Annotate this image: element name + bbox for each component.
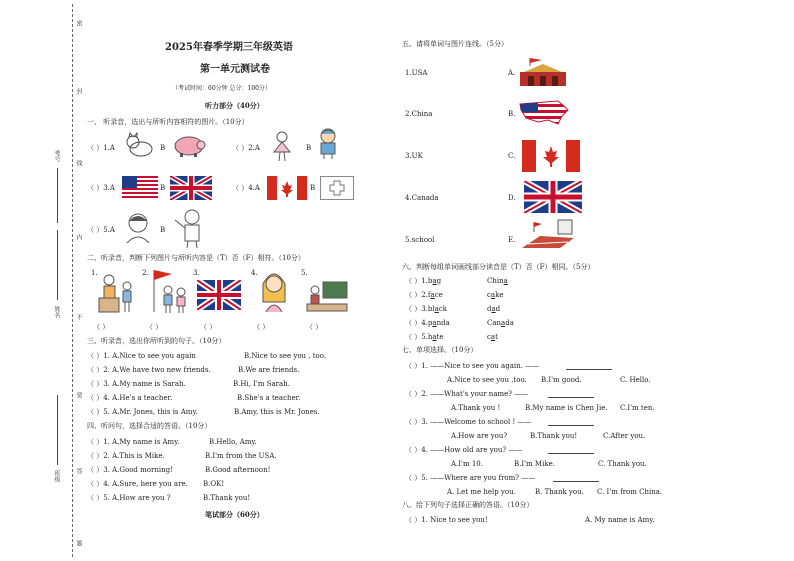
s5-letter-b: B. — [508, 110, 516, 118]
s6-q2-pre: （ ）2.f — [405, 291, 431, 299]
s5-letter-c: C. — [508, 152, 516, 160]
margin-line-banji — [57, 395, 58, 465]
s6-q3-mark2: a — [491, 305, 496, 313]
s6-q2-post: ce — [434, 291, 443, 299]
s6-q3-w2 — [487, 305, 500, 314]
s3-q1-b: B.Nice to see you , too. — [244, 352, 327, 360]
s7-q2-c: C.I'm ten. — [620, 404, 655, 412]
s5-title: 五、请将单词与图片连线。（5分） — [402, 40, 508, 48]
canada-flag-large-icon — [522, 140, 580, 172]
uk-flag-icon — [170, 176, 212, 200]
s2-blank-3[interactable]: （ ） — [200, 323, 217, 331]
s3-q3-b: B.Hi, I'm Sarah. — [233, 380, 290, 388]
girl-dancer-icon — [270, 130, 294, 162]
s5-word-2: 2.China — [405, 110, 433, 118]
kids-with-flag-icon — [146, 268, 190, 314]
tiananmen-icon — [518, 56, 568, 88]
margin-cut-line — [72, 4, 73, 557]
s6-q3-mark: a — [434, 305, 439, 313]
s6-q4-w1 — [405, 319, 450, 328]
s8-title: 八、给下列句子选择正确的答语。（10分） — [402, 501, 534, 509]
s6-q5-w1 — [405, 333, 444, 342]
pig-icon — [172, 132, 206, 158]
s7-q5-answer-line[interactable] — [553, 481, 599, 482]
s3-q3-a: （ ）3. A.My name is Sarah. — [87, 380, 186, 388]
margin-cut-1: 密 — [75, 20, 82, 26]
s6-q2-pre2: c — [487, 291, 491, 299]
margin-label-banji: 班级 — [53, 470, 60, 482]
page-subtitle: 第一单元测试卷 — [200, 64, 270, 75]
s7-q2-answer-line[interactable] — [548, 397, 594, 398]
cat-icon — [124, 132, 154, 158]
s6-q5-pre2: c — [487, 333, 491, 341]
s5-letter-d: D. — [508, 194, 516, 202]
margin-cut-7: 答 — [75, 468, 82, 474]
s6-q5-post2: t — [495, 333, 498, 341]
margin-label-kaohao: 考号 — [53, 150, 60, 162]
s4-q1-b: B.Hello, Amy. — [209, 438, 257, 446]
s6-q1-pre: （ ）1.b — [405, 277, 433, 285]
s4-q1-a: （ ）1. A.My name is Amy. — [87, 438, 180, 446]
s6-q1-mark: a — [432, 277, 437, 285]
s6-q5-w2 — [487, 333, 498, 342]
s1-q1-b: B — [160, 144, 166, 152]
s6-q1-w2 — [487, 277, 508, 286]
margin-line-kaohao — [57, 168, 58, 223]
margin-cut-6: 要 — [75, 392, 82, 398]
margin-line-xingming — [57, 230, 58, 300]
s3-title: 三、听录音，选出你所听到的句子。（10分） — [87, 337, 226, 345]
uk-flag-choice-icon — [524, 181, 582, 213]
s3-q5-b: B.Amy, this is Mr. Jones. — [234, 408, 320, 416]
s1-q1: （ ）1.A — [87, 144, 115, 152]
s2-blank-4[interactable]: （ ） — [253, 323, 270, 331]
s7-q3: （ ）3. ——Welcome to school ! —— — [405, 418, 532, 426]
s7-q5-c: C. I'm from China. — [597, 488, 663, 496]
s4-q2-b: B.I'm from the USA. — [205, 452, 277, 460]
s3-q5-a: （ ）5. A.Mr. Jones, this is Amy. — [87, 408, 198, 416]
s6-q2-post2: ke — [495, 291, 504, 299]
s7-q1-c: C. Hello. — [620, 376, 651, 384]
s2-num-1: 1. — [91, 269, 98, 277]
s6-q4-post2: da — [505, 319, 514, 327]
s6-q4-pre2: Can — [487, 319, 502, 327]
teacher-at-board-icon — [305, 280, 349, 312]
exam-info: （考试时间：60分钟 总分：100分） — [172, 85, 271, 92]
classroom-people-icon — [97, 272, 137, 314]
written-header: 笔试部分（60分） — [205, 510, 264, 519]
s4-q5-b: B.Thank you! — [203, 494, 251, 502]
margin-cut-4: 内 — [75, 234, 82, 240]
s6-q5-mark2: a — [490, 333, 496, 341]
s7-q3-a: A.How are you? — [451, 432, 508, 440]
s1-q3: （ ）3.A — [87, 184, 115, 192]
s4-q2-a: （ ）2. A.This is Mike. — [87, 452, 165, 460]
s7-q1-b: B.I'm good. — [541, 376, 582, 384]
s5-word-4: 4.Canada — [405, 194, 439, 202]
s6-q4-mark: a — [432, 319, 437, 327]
school-icon — [520, 218, 576, 250]
s7-q3-answer-line[interactable] — [548, 425, 594, 426]
s3-q1-a: （ ）1. A.Nice to see you again — [87, 352, 196, 360]
s5-word-3: 3.UK — [405, 152, 423, 160]
s7-q4-a: A.I'm 10. — [451, 460, 483, 468]
s6-q2-w1 — [405, 291, 443, 300]
s6-q3-pre: （ ）3.bl — [405, 305, 435, 313]
s6-q2-mark2: a — [490, 291, 496, 299]
s6-q1-post: g — [436, 277, 442, 285]
s7-q2-b: B.My name is Chen Jie. — [525, 404, 608, 412]
margin-cut-8: 题 — [75, 540, 82, 546]
s7-q4-c: C. Thank you. — [598, 460, 647, 468]
s6-q4-mark2: a — [501, 319, 506, 327]
girl-portrait-icon — [259, 268, 289, 312]
uk-flag-large-icon — [197, 280, 241, 310]
margin-cut-5: 不 — [75, 314, 82, 320]
s4-q4-b: B.OK! — [203, 480, 225, 488]
s4-title: 四、听问句，选择合适的答语。（10分） — [87, 422, 212, 430]
s2-blank-1[interactable]: （ ） — [93, 323, 110, 331]
s4-q3-b: B.Good afternoon! — [205, 466, 271, 474]
usa-map-flag-icon — [518, 98, 570, 128]
canada-flag-icon — [267, 176, 307, 200]
man-pointing-icon — [172, 208, 208, 248]
s7-q5: （ ）5. ——Where are you from? —— — [405, 474, 536, 482]
s3-q4-b: B.She's a teacher. — [237, 394, 301, 402]
s6-q2-mark: a — [430, 291, 435, 299]
s5-letter-a: A. — [508, 69, 516, 77]
s3-q2-a: （ ）2. A.We have two new friends. — [87, 366, 211, 374]
s8-a1: A. My name is Amy. — [585, 516, 655, 524]
s7-q1: （ ）1. ——Nice to see you again. —— — [405, 362, 540, 370]
s5-word-1: 1.USA — [405, 69, 428, 77]
s1-q4-b: B — [310, 184, 316, 192]
s4-q3-a: （ ）3. A.Good morning! — [87, 466, 173, 474]
s6-q5-post: te — [436, 333, 444, 341]
s6-q3-w1 — [405, 305, 447, 314]
s6-q1-pre2: Chin — [487, 277, 504, 285]
s7-q4-answer-line[interactable] — [548, 453, 594, 454]
s6-q1-w1 — [405, 277, 441, 286]
s7-q2: （ ）2. ——What's your name? —— — [405, 390, 529, 398]
s3-q4-a: （ ）4. A.He's a teacher. — [87, 394, 173, 402]
s5-letter-e: E. — [508, 236, 516, 244]
s2-title: 二、听录音，判断下列图片与所听内容是（T）否（F）相符。（10分） — [87, 254, 305, 262]
s5-word-5: 5.school — [405, 236, 435, 244]
listening-header: 听力部分（40分） — [205, 101, 264, 110]
s7-title: 七、单项选择。（10分） — [402, 346, 478, 354]
s7-q2-a: A.Thank you ! — [451, 404, 501, 412]
s6-title: 六、判断每组单词画线部分读音是（T）否（F）相同。（5分） — [402, 263, 595, 271]
s2-num-3: 3. — [193, 269, 200, 277]
margin-cut-3: 线 — [75, 160, 82, 166]
page-title: 2025年春季学期三年级英语 — [165, 42, 293, 53]
s2-blank-5[interactable]: （ ） — [306, 323, 323, 331]
s8-q1: （ ）1. Nice to see you! — [405, 516, 488, 524]
usa-flag-icon — [122, 176, 158, 200]
s4-q5-a: （ ）5. A.How are you ? — [87, 494, 171, 502]
s6-q5-mark: a — [432, 333, 437, 341]
s6-q4-post: nda — [436, 319, 450, 327]
s3-q2-b: B.We are friends. — [238, 366, 300, 374]
s4-q4-a: （ ）4. A.Sure, here you are. — [87, 480, 188, 488]
boy-icon — [315, 126, 341, 160]
s1-q4: （ ）4.A — [232, 184, 260, 192]
teacher-icon — [123, 211, 153, 243]
s7-q3-c: C.After you. — [603, 432, 646, 440]
s1-q2-b: B — [306, 144, 312, 152]
swiss-style-flag-icon — [320, 176, 354, 200]
s6-q2-w2 — [487, 291, 504, 300]
s7-q5-b: B. Thank you. — [535, 488, 584, 496]
s6-q4-w2 — [487, 319, 514, 328]
s1-q5-b: B — [160, 226, 166, 234]
s2-num-2: 2. — [142, 269, 149, 277]
s6-q3-post2: d — [495, 305, 501, 313]
s6-q4-pre: （ ）4.p — [405, 319, 433, 327]
s6-q3-pre2: d — [487, 305, 492, 313]
s1-title: 一、 听录音，选出与所听内容相符的图片。（10分） — [87, 118, 249, 126]
s2-num-5: 5. — [301, 269, 308, 277]
s7-q5-a: A. Let me help you. — [447, 488, 516, 496]
s2-blank-2[interactable]: （ ） — [146, 323, 163, 331]
s1-q3-b: B — [160, 184, 166, 192]
s1-q2: （ ）2.A — [232, 144, 260, 152]
margin-cut-2: 封 — [75, 88, 82, 94]
s1-q5: （ ）5.A — [87, 226, 115, 234]
margin-label-xingming: 姓名 — [53, 306, 60, 318]
s2-num-4: 4. — [251, 269, 258, 277]
s6-q1-mark2: a — [503, 277, 508, 285]
s6-q3-post: ck — [438, 305, 447, 313]
s7-q1-a: A.Nice to see you ,too. — [447, 376, 527, 384]
s7-q3-b: B.Thank you! — [530, 432, 578, 440]
s6-q5-pre: （ ）5.h — [405, 333, 433, 341]
s7-q4-b: B.I'm Mike. — [514, 460, 555, 468]
s7-q1-answer-line[interactable] — [566, 369, 612, 370]
s7-q4: （ ）4. ——How old are you? —— — [405, 446, 523, 454]
